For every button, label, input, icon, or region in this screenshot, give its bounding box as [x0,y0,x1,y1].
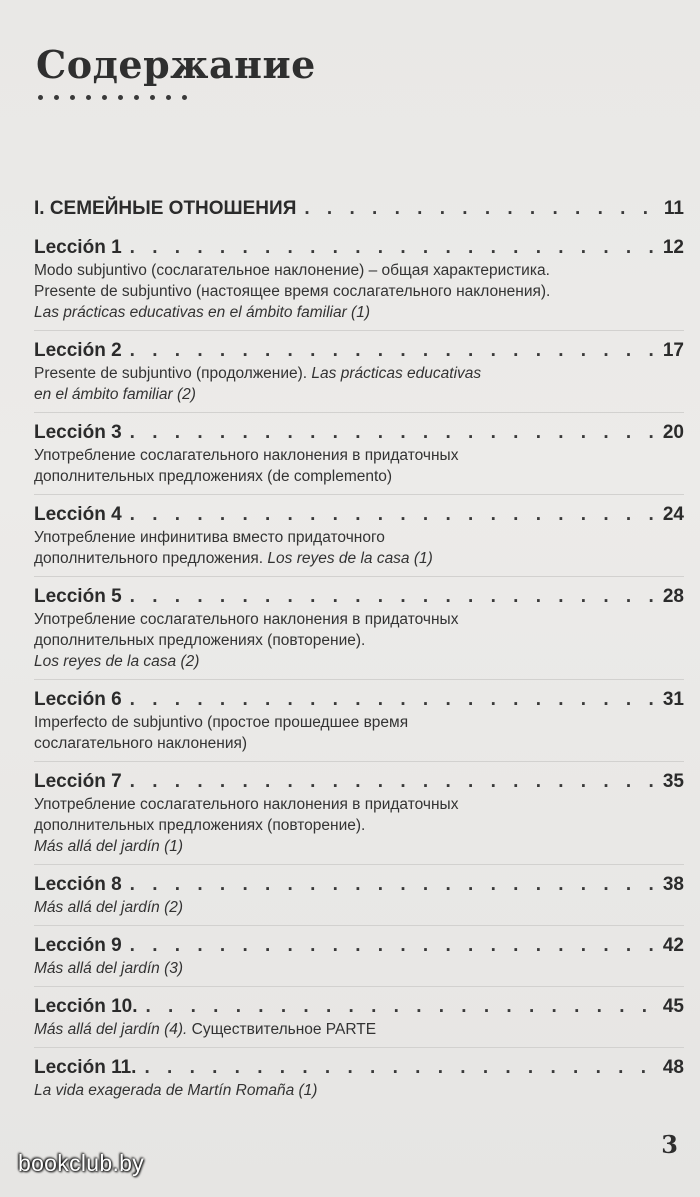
lesson-page-number: 20 [662,422,684,443]
lesson-list [34,236,684,1101]
description-text: Modo subjuntivo (сослагательное наклонение) – общая характеристика. [34,262,550,279]
lesson-description-line [34,794,684,815]
lesson-description-line [34,445,684,466]
lesson-description-line [34,836,684,857]
entry-divider [34,494,684,495]
lesson-heading [34,770,684,794]
entry-divider [34,986,684,987]
lesson-description-line [34,733,684,754]
lesson-title: Lección 4 [34,504,122,525]
lesson-page-number: 35 [662,771,684,792]
section-page-number: 11 [663,198,684,219]
description-text: Употребление сослагательного наклонения в придаточных [34,796,459,813]
lesson-entry [34,873,684,918]
lesson-entry [34,585,684,672]
section-heading [34,198,684,232]
lesson-heading [34,873,684,897]
leader-dots [304,198,654,220]
leader-dots [144,1056,652,1080]
entry-divider [34,679,684,680]
lesson-page-number: 24 [662,504,684,525]
lesson-heading [34,934,684,958]
lesson-heading [34,585,684,609]
description-text: Presente de subjuntivo (настоящее время сослагательного наклонения). [34,283,551,300]
lesson-heading [34,503,684,527]
description-text: Imperfecto de subjuntivo (простое прошедшее время [34,714,409,731]
leader-dots [130,873,653,897]
description-text: Употребление сослагательного наклонения в придаточных [34,447,459,464]
entry-divider [34,864,684,865]
lesson-entry [34,995,684,1040]
lesson-entry [34,503,684,569]
lesson-description-line [34,281,684,302]
lesson-title: Lección 5 [34,586,122,607]
lesson-description-line [34,466,684,487]
description-text: дополнительного предложения. [34,550,268,567]
lesson-description-line [34,1019,684,1040]
leader-dots [146,995,653,1019]
lesson-description-line [34,363,684,384]
italic-text: en el ámbito familiar (2) [34,386,196,403]
lesson-description-line [34,302,684,323]
watermark: bookclub.by [18,1150,145,1176]
lesson-heading [34,995,684,1019]
lesson-title: Lección 7 [34,771,122,792]
lesson-heading [34,688,684,712]
description-text: Употребление сослагательного наклонения в придаточных [34,611,459,628]
leader-dots [130,934,653,958]
leader-dots [130,770,653,794]
italic-text: Los reyes de la casa (2) [34,653,200,670]
lesson-description-line [34,815,684,836]
entry-divider [34,1047,684,1048]
title-dots [38,95,187,100]
lesson-title: Lección 11. [34,1057,137,1078]
description-text: сослагательного наклонения) [34,735,248,752]
leader-dots [130,585,653,609]
italic-text: Más allá del jardín (1) [34,838,184,855]
lesson-description-line [34,384,684,405]
entry-divider [34,412,684,413]
lesson-page-number: 48 [662,1057,684,1078]
lesson-description-line [34,958,684,979]
lesson-title: Lección 8 [34,874,122,895]
lesson-title: Lección 9 [34,935,122,956]
leader-dots [130,339,653,363]
lesson-heading [34,1056,684,1080]
lesson-title: Lección 2 [34,340,122,361]
lesson-heading [34,421,684,445]
italic-text: Más allá del jardín (2) [34,899,184,916]
italic-text: Los reyes de la casa (1) [267,550,433,567]
entry-divider [34,925,684,926]
lesson-description-line [34,260,684,281]
lesson-description-line [34,897,684,918]
lesson-description-line [34,712,684,733]
italic-text: Las prácticas educativas [311,365,482,382]
lesson-description-line [34,527,684,548]
lesson-description-line [34,1080,684,1101]
entry-divider [34,330,684,331]
lesson-description-line [34,548,684,569]
lesson-page-number: 31 [662,689,684,710]
lesson-page-number: 28 [662,586,684,607]
lesson-heading [34,236,684,260]
description-text: Presente de subjuntivo (продолжение). [34,365,312,382]
lesson-entry [34,421,684,487]
lesson-page-number: 17 [662,340,684,361]
lesson-title: Lección 10. [34,996,138,1017]
lesson-entry [34,1056,684,1101]
lesson-description-line [34,651,684,672]
lesson-entry [34,339,684,405]
description-text: Существительное PARTE [191,1021,377,1038]
lesson-heading [34,339,684,363]
italic-text: La vida exagerada de Martín Romaña (1) [34,1082,318,1099]
page-number: 3 [661,1130,678,1159]
lesson-page-number: 12 [662,237,684,258]
leader-dots [130,688,653,712]
italic-text: Más allá del jardín (3) [34,960,184,977]
lesson-entry [34,770,684,857]
description-text: Употребление инфинитива вместо придаточного [34,529,385,546]
lesson-description-line [34,609,684,630]
description-text: дополнительных предложениях (de complemento) [34,468,393,485]
leader-dots [130,236,653,260]
table-of-contents [34,198,684,1101]
description-text: дополнительных предложениях (повторение). [34,817,366,834]
lesson-title: Lección 6 [34,689,122,710]
entry-divider [34,576,684,577]
italic-text: Más allá del jardín (4). [34,1021,192,1038]
lesson-title: Lección 3 [34,422,122,443]
section-title: I. СЕМЕЙНЫЕ ОТНОШЕНИЯ [34,198,297,219]
italic-text: Las prácticas educativas en el ámbito familiar (1) [34,304,370,321]
lesson-title: Lección 1 [34,237,122,258]
entry-divider [34,761,684,762]
lesson-page-number: 45 [662,996,684,1017]
lesson-entry [34,236,684,323]
lesson-description-line [34,630,684,651]
lesson-page-number: 42 [662,935,684,956]
leader-dots [130,503,653,527]
leader-dots [130,421,653,445]
description-text: дополнительных предложениях (повторение). [34,632,366,649]
lesson-entry [34,934,684,979]
page-title: Содержание [36,42,316,87]
lesson-page-number: 38 [662,874,684,895]
lesson-entry [34,688,684,754]
